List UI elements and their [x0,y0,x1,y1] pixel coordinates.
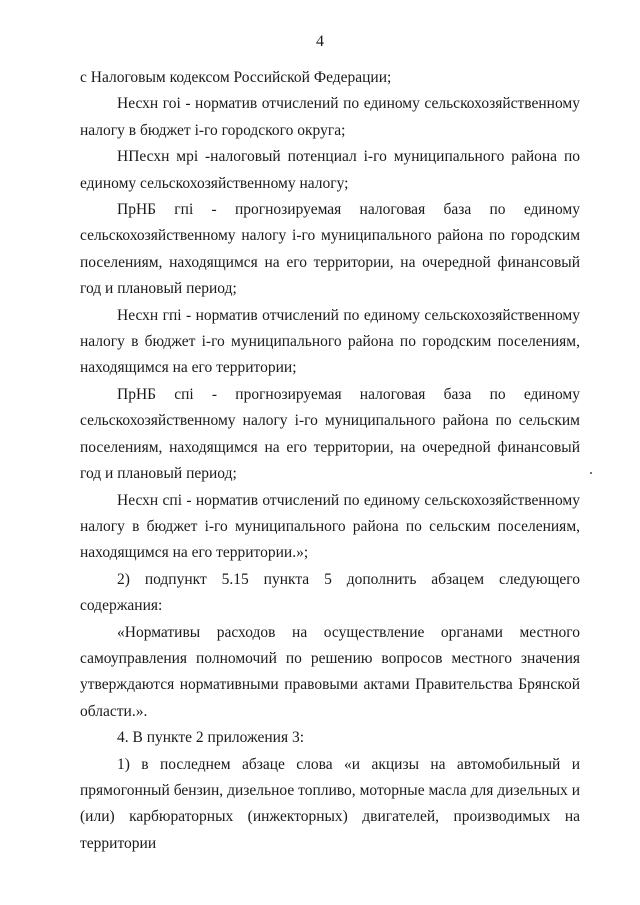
document-body [80,65,580,857]
paragraph-appendix-point: 4. В пункте 2 приложения 3: [117,729,305,747]
scan-artifact-dot [590,472,592,474]
paragraph-spending-norms: «Нормативы расходов на осуществление органами местного самоуправления полномочий по решению вопросов местного значения утверждаются нормативными правовыми актами Правительства Брянской области.». [80,623,580,720]
paragraph-rural-settlement-rate: Несхн спi - норматив отчислений по единому сельскохозяйственному налогу в бюджет i-го муниципального района по сельским поселениям, находящимся на его территории.»; [80,491,580,562]
paragraph-urban-tax-base: ПрНБ гпi - прогнозируемая налоговая база по единому сельскохозяйственному налогу i-го муниципального района по городским поселениям, находящимся на его территории, на очередной финансовый год и плановый период; [80,201,580,298]
paragraph-subpoint-amendment: 2) подпункт 5.15 пункта 5 дополнить абзацем следующего содержания: [80,570,580,615]
paragraph-tax-potential: НПесхн мрi -налоговый потенциал i-го муниципального района по единому сельскохозяйственному налогу; [80,148,580,192]
paragraph-tax-code-reference: с Налоговым кодексом Российской Федерации; [80,69,392,86]
paragraph-last-clause: 1) в последнем абзаце слова «и акцизы на автомобильный и прямогонный бензин, дизельное топливо, моторные масла для дизельных и (или) карбюраторных (инжекторных) двигателей, производимых на территории [80,755,580,852]
page-number: 4 [316,33,324,50]
paragraph-urban-district-rate: Несхн гоi - норматив отчислений по единому сельскохозяйственному налогу в бюджет i-го городского округа; [80,95,580,139]
paragraph-rural-tax-base: ПрНБ спi - прогнозируемая налоговая база по единому сельскохозяйственному налогу i-го муниципального района по сельским поселениям, находящимся на его территории, на очередной финансовый год и плановый период; [80,385,580,483]
paragraph-urban-settlement-rate: Несхн гпi - норматив отчислений по единому сельскохозяйственному налогу в бюджет i-го муниципального района по городским поселениям, находящимся на его территории; [80,306,580,377]
